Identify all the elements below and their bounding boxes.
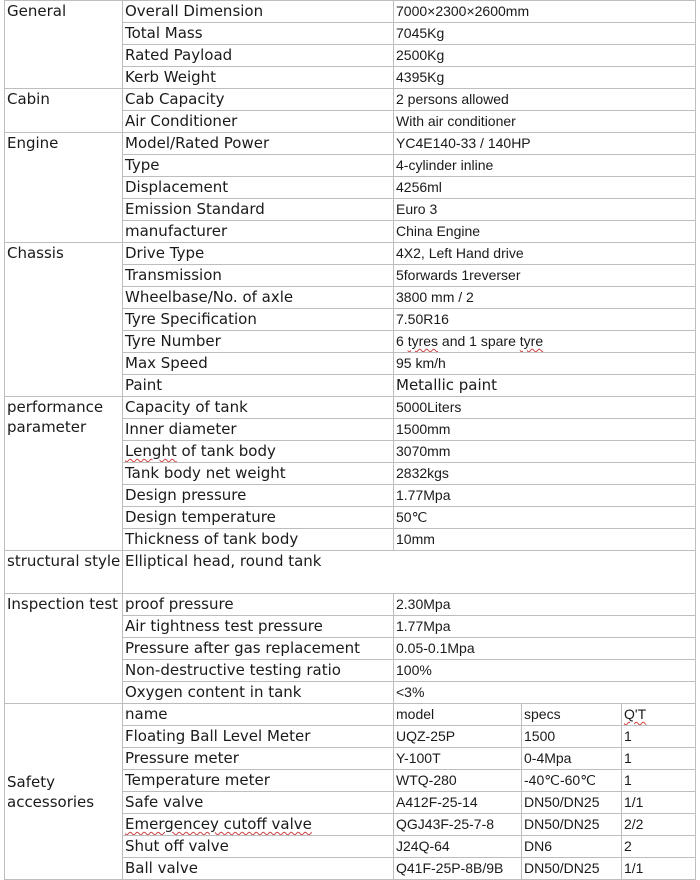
accessory-name: Floating Ball Level Meter xyxy=(123,726,394,748)
spec-item: Pressure after gas replacement xyxy=(123,638,394,660)
accessory-specs: DN50/DN25 xyxy=(522,792,622,814)
accessory-qty: 2/2 xyxy=(622,814,696,836)
accessory-model: Y-100T xyxy=(394,748,522,770)
spec-item: Emission Standard xyxy=(123,199,394,221)
spec-item: Displacement xyxy=(123,177,394,199)
accessory-specs: 1500 xyxy=(522,726,622,748)
accessory-qty: 1/1 xyxy=(622,792,696,814)
spec-value: Metallic paint xyxy=(394,375,696,397)
spec-value: <3% xyxy=(394,682,696,704)
accessory-qty: 2 xyxy=(622,836,696,858)
spec-value: 2500Kg xyxy=(394,45,696,67)
spec-value: Euro 3 xyxy=(394,199,696,221)
spec-row xyxy=(5,594,696,616)
spec-row xyxy=(5,133,696,155)
value-part: 6 xyxy=(396,333,408,349)
spec-value: 7000×2300×2600mm xyxy=(394,1,696,23)
spec-item xyxy=(123,441,394,463)
spec-value: 2832kgs xyxy=(394,463,696,485)
spec-value: 4395Kg xyxy=(394,67,696,89)
spec-row xyxy=(5,1,696,23)
spec-value: With air conditioner xyxy=(394,111,696,133)
spec-value: YC4E140-33 / 140HP xyxy=(394,133,696,155)
spec-item: Thickness of tank body xyxy=(123,529,394,551)
spec-value: 3800 mm / 2 xyxy=(394,287,696,309)
accessory-name: Safe valve xyxy=(123,792,394,814)
spec-value: 50℃ xyxy=(394,507,696,529)
spec-item: Wheelbase/No. of axle xyxy=(123,287,394,309)
accessory-qty: 1 xyxy=(622,726,696,748)
section-label-general: General xyxy=(5,1,123,89)
spec-item: Max Speed xyxy=(123,353,394,375)
spec-item: Total Mass xyxy=(123,23,394,45)
item-part: of tank body xyxy=(176,442,276,460)
spec-item: Cab Capacity xyxy=(123,89,394,111)
accessory-qty: 1/1 xyxy=(622,858,696,880)
section-label-inspection: Inspection test xyxy=(5,594,123,704)
spec-value: 4X2, Left Hand drive xyxy=(394,243,696,265)
safety-header-qty xyxy=(622,704,696,726)
spellcheck-word: tyre xyxy=(519,333,544,349)
accessory-model: J24Q-64 xyxy=(394,836,522,858)
spellcheck-word: tyres xyxy=(407,333,439,349)
spec-item: Overall Dimension xyxy=(123,1,394,23)
spec-item: Capacity of tank xyxy=(123,397,394,419)
spec-item: Transmission xyxy=(123,265,394,287)
spec-item: manufacturer xyxy=(123,221,394,243)
spellcheck-word: Emergencey cutoff valve xyxy=(125,815,312,833)
spellcheck-word: Q'T xyxy=(624,706,647,722)
section-label-performance: performance parameter xyxy=(5,397,123,551)
spec-row xyxy=(5,89,696,111)
accessory-name: Ball valve xyxy=(123,858,394,880)
value-part: and 1 spare xyxy=(438,333,520,349)
section-label-cabin: Cabin xyxy=(5,89,123,133)
spec-row xyxy=(5,243,696,265)
accessory-name: Shut off valve xyxy=(123,836,394,858)
spellcheck-word: Lenght xyxy=(125,442,177,460)
spec-item: Paint xyxy=(123,375,394,397)
spec-item: Tyre Number xyxy=(123,331,394,353)
section-label-engine: Engine xyxy=(5,133,123,243)
safety-header-model: model xyxy=(394,704,522,726)
accessory-name xyxy=(123,814,394,836)
spec-table xyxy=(4,0,696,880)
spec-value: China Engine xyxy=(394,221,696,243)
section-label-chassis: Chassis xyxy=(5,243,123,397)
spec-item: Air Conditioner xyxy=(123,111,394,133)
accessory-specs: DN50/DN25 xyxy=(522,814,622,836)
accessory-specs: DN50/DN25 xyxy=(522,858,622,880)
spec-item: proof pressure xyxy=(123,594,394,616)
spec-item: Tank body net weight xyxy=(123,463,394,485)
spec-value xyxy=(394,331,696,353)
spec-value: 5000Liters xyxy=(394,397,696,419)
spec-item: Non-destructive testing ratio xyxy=(123,660,394,682)
spec-value: 95 km/h xyxy=(394,353,696,375)
spec-row xyxy=(5,704,696,726)
spec-item: Kerb Weight xyxy=(123,67,394,89)
spec-item: Rated Payload xyxy=(123,45,394,67)
spec-value: 1.77Mpa xyxy=(394,616,696,638)
spec-value: Elliptical head, round tank xyxy=(123,551,696,594)
spec-value: 0.05-0.1Mpa xyxy=(394,638,696,660)
accessory-model: Q41F-25P-8B/9B xyxy=(394,858,522,880)
spec-value: 4-cylinder inline xyxy=(394,155,696,177)
spec-value: 7.50R16 xyxy=(394,309,696,331)
spec-item: Drive Type xyxy=(123,243,394,265)
spec-item: Oxygen content in tank xyxy=(123,682,394,704)
spec-value: 2 persons allowed xyxy=(394,89,696,111)
accessory-model: A412F-25-14 xyxy=(394,792,522,814)
accessory-qty: 1 xyxy=(622,748,696,770)
safety-header-name: name xyxy=(123,704,394,726)
accessory-specs: DN6 xyxy=(522,836,622,858)
spec-item: Type xyxy=(123,155,394,177)
accessory-specs: 0-4Mpa xyxy=(522,748,622,770)
spec-value: 4256ml xyxy=(394,177,696,199)
safety-header-specs: specs xyxy=(522,704,622,726)
spec-value: 2.30Mpa xyxy=(394,594,696,616)
spec-item: Design temperature xyxy=(123,507,394,529)
accessory-model: QGJ43F-25-7-8 xyxy=(394,814,522,836)
accessory-name: Temperature meter xyxy=(123,770,394,792)
spec-value: 3070mm xyxy=(394,441,696,463)
accessory-model: UQZ-25P xyxy=(394,726,522,748)
spec-value: 7045Kg xyxy=(394,23,696,45)
spec-value: 100% xyxy=(394,660,696,682)
spec-row xyxy=(5,397,696,419)
spec-item: Inner diameter xyxy=(123,419,394,441)
accessory-specs: -40℃-60℃ xyxy=(522,770,622,792)
spec-item: Air tightness test pressure xyxy=(123,616,394,638)
accessory-qty: 1 xyxy=(622,770,696,792)
section-label-structural: structural style xyxy=(5,551,123,594)
spec-row xyxy=(5,551,696,594)
spec-value: 10mm xyxy=(394,529,696,551)
spec-item: Design pressure xyxy=(123,485,394,507)
spec-value: 5forwards 1reverser xyxy=(394,265,696,287)
accessory-model: WTQ-280 xyxy=(394,770,522,792)
accessory-name: Pressure meter xyxy=(123,748,394,770)
spec-value: 1500mm xyxy=(394,419,696,441)
spec-item: Model/Rated Power xyxy=(123,133,394,155)
spec-value: 1.77Mpa xyxy=(394,485,696,507)
spec-item: Tyre Specification xyxy=(123,309,394,331)
section-label-safety: Safety accessories xyxy=(5,704,123,880)
